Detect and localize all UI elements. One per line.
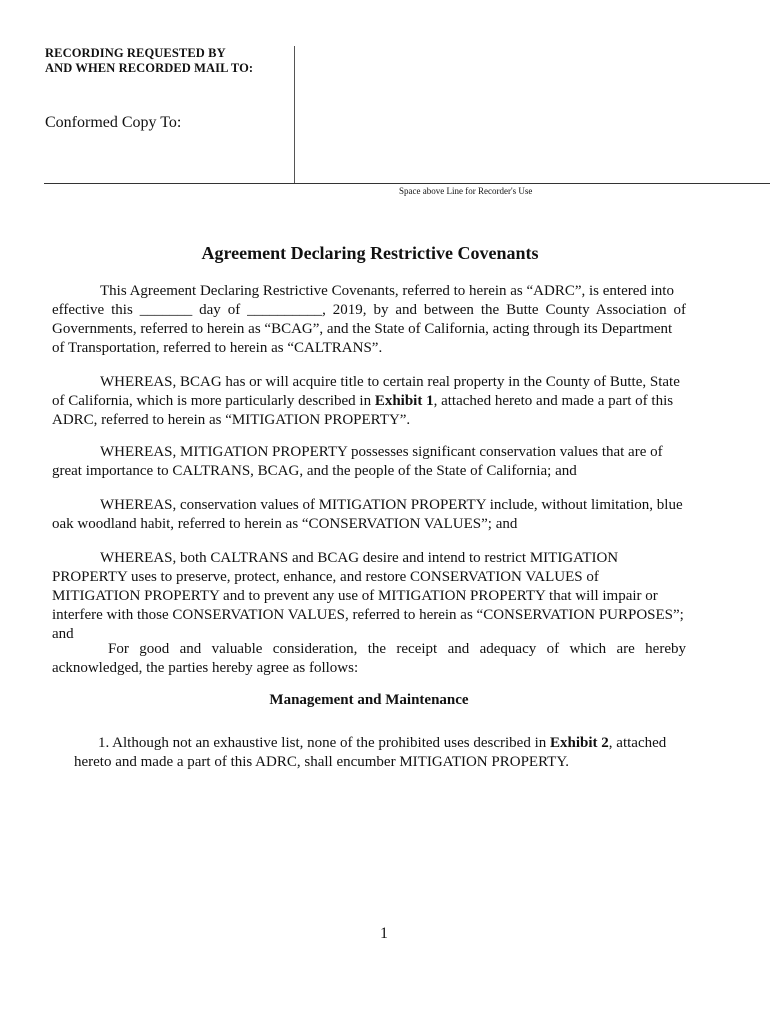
numbered-item-1 [74, 734, 688, 772]
recorder-use-note: Space above Line for Recorder's Use [399, 186, 533, 196]
intro-paragraph [52, 282, 686, 358]
section-heading: Management and Maintenance [269, 692, 469, 708]
whereas-1-text-a: WHEREAS, BCAG has or will acquire title to certain real property in the County of Butte, State of California, which is more particularly described in [52, 374, 680, 409]
recorder-space-divider [44, 183, 770, 184]
page-number: 1 [380, 925, 388, 942]
header-vertical-divider [294, 46, 295, 184]
item-1-text-b: , attached hereto and made a part of this ADRC, shall encumber MITIGATION PROPERTY. [74, 735, 667, 770]
conformed-copy-label: Conformed Copy To: [45, 114, 182, 131]
intro-line: This Agreement Declaring Restrictive Covenants, referred to herein as “ADRC”, is entered into [100, 283, 674, 299]
recording-requested-line: RECORDING REQUESTED BY [45, 46, 226, 60]
intro-line: effective this _______ day of __________, 2019, by and between the Butte County Association of [52, 302, 686, 318]
item-1-text-a: 1. Although not an exhaustive list, none of the prohibited uses described in [98, 735, 551, 751]
whereas-1-text-b: , attached hereto and made a part of this ADRC, referred to herein as “MITIGATION PROPERTY”. [52, 393, 674, 428]
whereas-paragraph-4: WHEREAS, both CALTRANS and BCAG desire and intend to restrict MITIGATION PROPERTY uses to preserve, protect, enhance, and restore CONSERVATION VALUES of MITIGATION PROPERTY and to prevent any use of MITIGATION PROPERTY that will impair or interfere with those CONSERVATION VALUES, referred to herein as “CONSERVATION PURPOSES”; and [52, 550, 684, 642]
whereas-paragraph-1 [52, 373, 686, 430]
exhibit-1-ref: Exhibit 1 [374, 393, 434, 409]
recorded-mail-to-line: AND WHEN RECORDED MAIL TO: [45, 61, 254, 75]
exhibit-2-ref: Exhibit 2 [550, 735, 609, 751]
consideration-paragraph: For good and valuable consideration, the receipt and adequacy of which are hereby acknowledged, the parties hereby agree as follows: [52, 641, 686, 676]
intro-line: of Transportation, referred to herein as “CALTRANS”. [52, 340, 383, 356]
document-title: Agreement Declaring Restrictive Covenants [201, 243, 539, 263]
recording-requested-block [45, 46, 253, 76]
whereas-paragraph-3: WHEREAS, conservation values of MITIGATION PROPERTY include, without limitation, blue oak woodland habit, referred to herein as “CONSERVATION VALUES”; and [52, 497, 683, 532]
whereas-paragraph-2: WHEREAS, MITIGATION PROPERTY possesses significant conservation values that are of great importance to CALTRANS, BCAG, and the people of the State of California; and [52, 444, 663, 479]
intro-line: Governments, referred to herein as “BCAG”, and the State of California, acting through its Department [52, 321, 673, 337]
